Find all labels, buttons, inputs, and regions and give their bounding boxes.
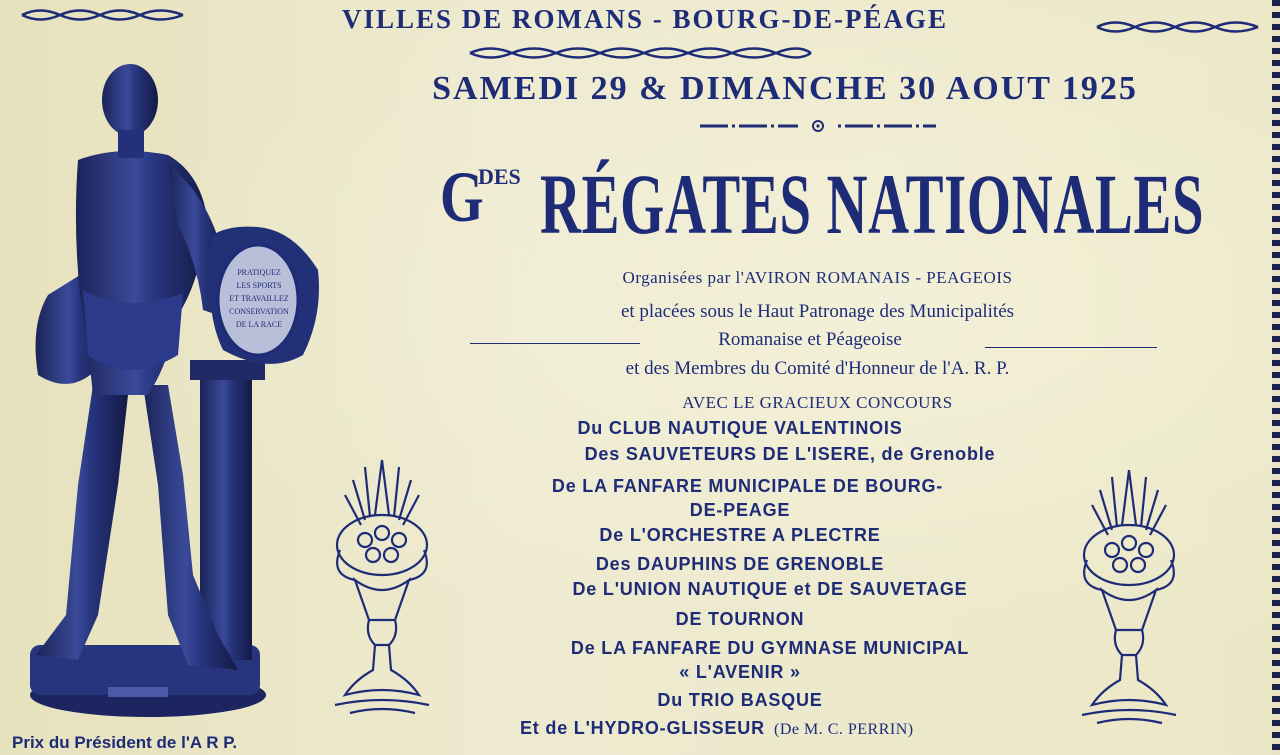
participant-line: Du CLUB NAUTIQUE VALENTINOIS	[577, 418, 903, 438]
shield-text: DE LA RACE	[235, 320, 283, 329]
shield-text: CONSERVATION	[229, 307, 289, 316]
date-heading: SAMEDI 29 & DIMANCHE 30 AOUT 1925	[432, 70, 1138, 107]
towns-heading: VILLES DE ROMANS - BOURG-DE-PÉAGE	[341, 4, 949, 34]
rule-left	[470, 343, 640, 344]
hydroglisseur-line	[520, 718, 914, 739]
shield-text: ET TRAVAILLEZ	[229, 294, 289, 303]
ornament-under-towns	[468, 44, 813, 62]
statue-illustration	[18, 55, 328, 725]
participant-line: De LA FANFARE MUNICIPALE DE BOURG-	[551, 476, 944, 496]
main-title	[440, 148, 1205, 258]
concours-line: AVEC LE GRACIEUX CONCOURS	[682, 393, 953, 412]
participant-line: DE TOURNON	[675, 609, 805, 629]
participant-line: De L'UNION NAUTIQUE et DE SAUVETAGE	[572, 579, 968, 599]
organiser-line: Organisées par l'AVIRON ROMANAIS - PEAGEOIS	[622, 268, 1013, 287]
hydroglisseur-credit: (De M. C. PERRIN)	[774, 721, 914, 738]
participant-line: DE-PEAGE	[689, 500, 791, 520]
torn-edge-strip	[1272, 0, 1280, 755]
participant-line: Des DAUPHINS DE GRENOBLE	[595, 554, 885, 574]
flower-vase-left	[325, 455, 440, 720]
municipalities-line: Romanaise et Péageoise	[718, 329, 902, 350]
rule-right	[985, 347, 1157, 348]
shield-inscription	[228, 266, 290, 331]
patronage-line: et placées sous le Haut Patronage des Municipalités	[620, 301, 1015, 322]
ornament-top-right	[1095, 18, 1260, 36]
hydroglisseur-text: Et de L'HYDRO-GLISSEUR	[520, 718, 765, 738]
participant-line: De LA FANFARE DU GYMNASE MUNICIPAL	[570, 638, 970, 658]
title-main: RÉGATES NATIONALES	[540, 156, 1205, 252]
title-des: DES	[478, 164, 521, 189]
statue-caption: Prix du Président de l'A R P.	[12, 733, 238, 752]
participant-line: Du TRIO BASQUE	[657, 690, 823, 710]
title-g: G	[440, 157, 484, 237]
committee-line: et des Membres du Comité d'Honneur de l'A. R. P.	[625, 358, 1010, 379]
shield-text: LES SPORTS	[236, 281, 282, 290]
participant-line: De L'ORCHESTRE A PLECTRE	[599, 525, 881, 545]
ornament-top-left	[20, 6, 185, 24]
ornament-under-date	[698, 118, 938, 134]
participant-line: « L'AVENIR »	[679, 662, 801, 682]
flower-vase-right	[1072, 465, 1187, 730]
shield-text: PRATIQUEZ	[237, 268, 281, 277]
participant-line: Des SAUVETEURS DE L'ISERE, de Grenoble	[584, 444, 996, 464]
